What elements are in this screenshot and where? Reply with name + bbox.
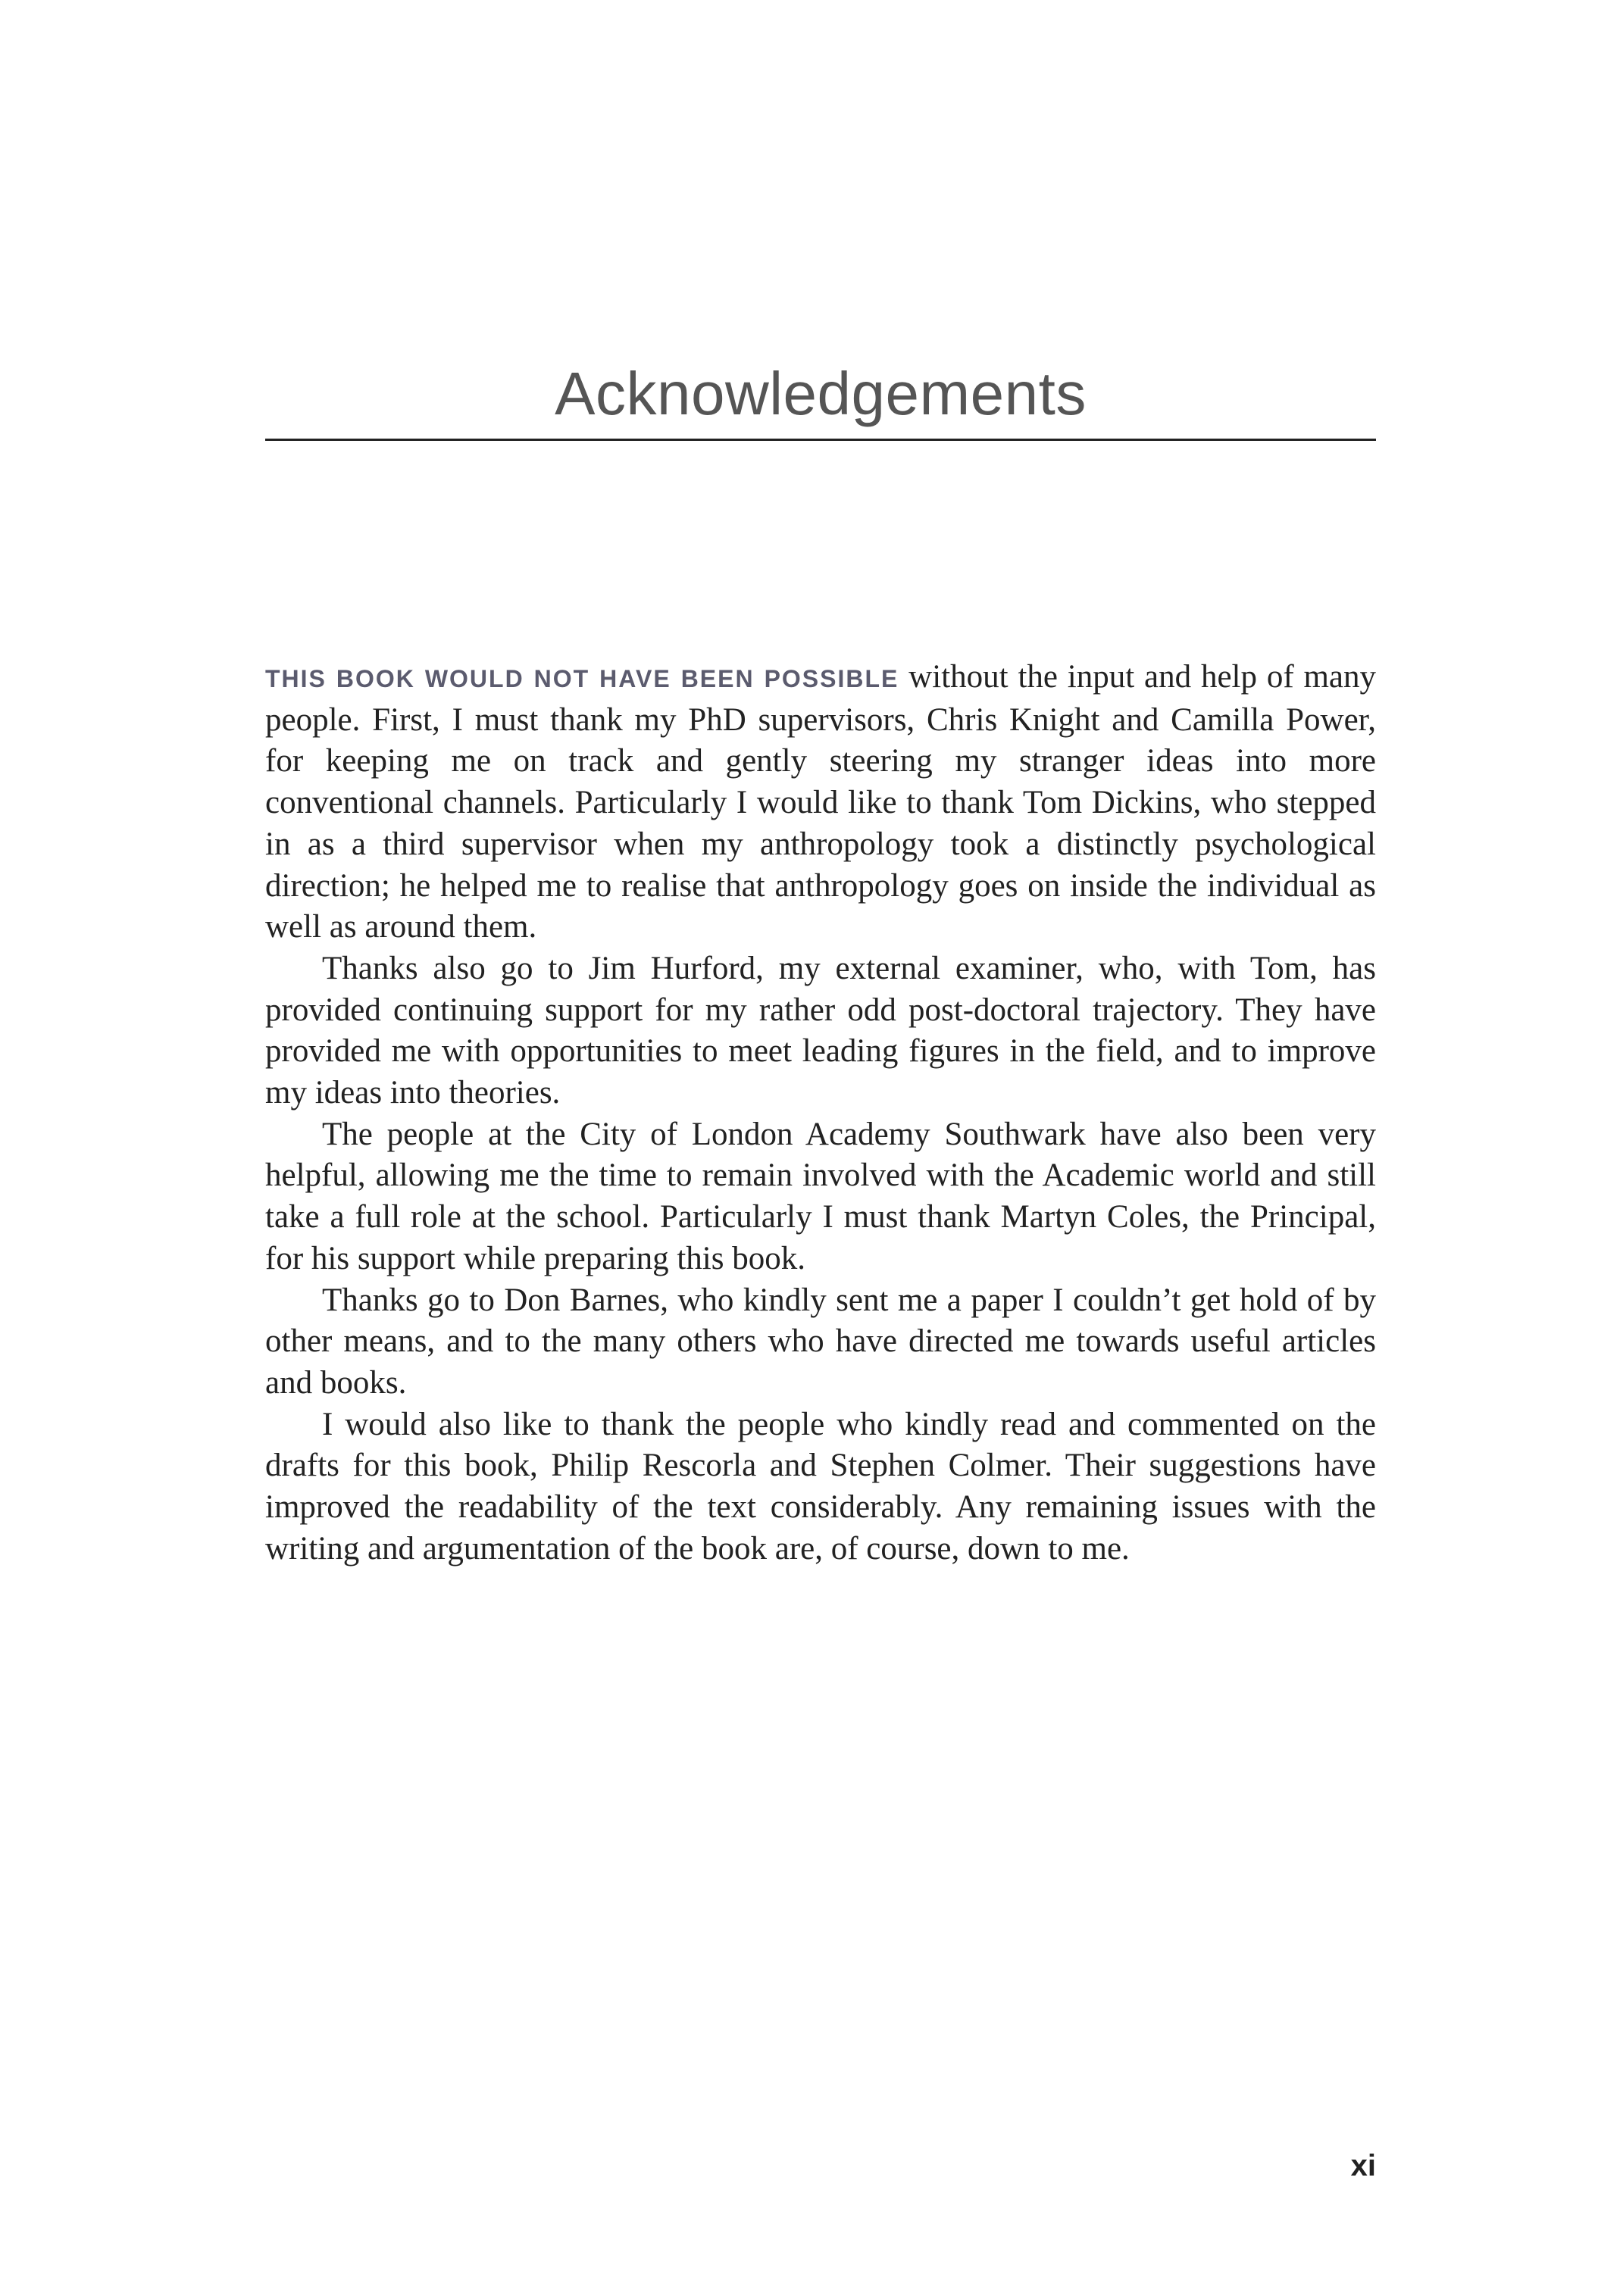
paragraph-1-text: without the input and help of many people. First, I must thank my PhD supervisors, Chris Knight and Camilla Power, for keeping me on track and gently steering my stranger ideas into more conventional channels. Particularly I would like to thank Tom Dickins, who stepped in as a third supervisor when my anthropology took a distinctly psychological direction; he helped me to realise that anthropology goes on inside the individual as well as around them. — [265, 659, 1377, 945]
paragraph-4: Thanks go to Don Barnes, who kindly sent me a paper I couldn’t get hold of by other means, and to the many others who have directed me towards useful articles and books. — [265, 1282, 1376, 1401]
paragraph-1 — [265, 657, 1376, 948]
paragraph-3: The people at the City of London Academy Southwark have also been very helpful, allowing me the time to remain involved with the Academic world and still take a full role at the school. Particularly I must thank Martyn Coles, the Principal, for his support while preparing this book. — [265, 1116, 1376, 1276]
title-rule — [265, 439, 1376, 441]
paragraph-2: Thanks also go to Jim Hurford, my external examiner, who, with Tom, has provided continuing support for my rather odd post-doctoral trajectory. They have provided me with opportunities to meet leading figures in the field, and to improve my ideas into theories. — [265, 950, 1376, 1111]
paragraph-5: I would also like to thank the people who kindly read and commented on the drafts for this book, Philip Rescorla and Stephen Colmer. Their suggestions have improved the readability of the text considerably. Any remaining issues with the writing and argumentation of the book are, of course, down to me. — [265, 1406, 1376, 1567]
acknowledgements-body — [265, 657, 1376, 1570]
page-number: xi — [1350, 2149, 1376, 2182]
lead-in-text: THIS BOOK WOULD NOT HAVE BEEN POSSIBLE — [265, 665, 899, 692]
page-title: Acknowledgements — [555, 360, 1087, 427]
